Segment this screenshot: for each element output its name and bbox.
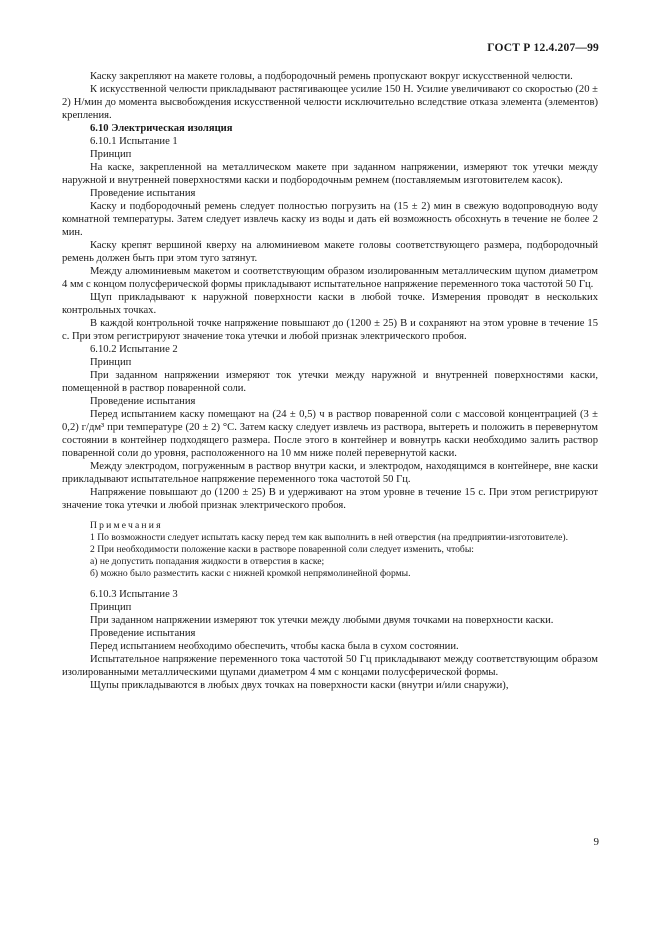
paragraph: Щуп прикладывают к наружной поверхности каски в любой точке. Измерения проводят в нескольких контрольных точках. — [62, 292, 598, 316]
paragraph: Каску крепят вершиной кверху на алюминиевом макете головы соответствующего размера, подбородочный ремень должен быть при этом туго затянут. — [62, 240, 598, 264]
notes-block — [62, 520, 598, 580]
principle-label: Принцип — [90, 602, 132, 613]
paragraph: В каждой контрольной точке напряжение повышают до (1200 ± 25) В и сохраняют на этом уровне в течение 15 с. При этом регистрируют значение тока утечки и любой признак электрического пробоя. — [62, 318, 598, 342]
subsection-heading: 6.10.3 Испытание 3 — [90, 589, 178, 600]
procedure-label: Проведение испытания — [90, 628, 196, 639]
document-header: ГОСТ Р 12.4.207—99 — [487, 42, 599, 54]
note-item: б) можно было разместить каски с нижней кромкой непрямолинейной формы. — [90, 568, 411, 579]
paragraph: Каску и подбородочный ремень следует полностью погрузить на (15 ± 2) мин в свежую водопроводную воду комнатной температуры. Затем следует извлечь каску из воды и дать ей возможность обсохнуть в течение не более 2 мин. — [62, 201, 598, 238]
procedure-label: Проведение испытания — [90, 188, 196, 199]
document-body — [62, 70, 598, 692]
subsection-heading: 6.10.1 Испытание 1 — [90, 136, 178, 147]
paragraph: При заданном напряжении измеряют ток утечки между наружной и внутренней поверхностями каски, помещенной в раствор поваренной соли. — [62, 370, 598, 394]
paragraph: Щупы прикладываются в любых двух точках на поверхности каски (внутри и/или снаружи), — [90, 680, 509, 691]
principle-label: Принцип — [90, 357, 132, 368]
paragraph: При заданном напряжении измеряют ток утечки между любыми двумя точками на поверхности каски. — [90, 615, 554, 626]
paragraph: На каске, закрепленной на металлическом макете при заданном напряжении, измеряют ток утечки между наружной и внутренней поверхностями каски и подбородочным ремнем (поставляемым изготовителем касок). — [62, 162, 598, 186]
note-item: 2 При необходимости положение каски в растворе поваренной соли следует изменить, чтобы: — [90, 544, 474, 555]
section-heading: 6.10 Электрическая изоляция — [90, 123, 233, 134]
paragraph: Перед испытанием необходимо обеспечить, чтобы каска была в сухом состоянии. — [90, 641, 459, 652]
principle-label: Принцип — [90, 149, 132, 160]
paragraph: Испытательное напряжение переменного тока частотой 50 Гц прикладывают между соответствующим образом изолированными металлическими щупами диаметром 4 мм с концами полусферической формы. — [62, 654, 598, 678]
note-item: 1 По возможности следует испытать каску перед тем как выполнить в ней отверстия (на предприятии-изготовителе). — [90, 532, 568, 543]
paragraph: Перед испытанием каску помещают на (24 ± 0,5) ч в раствор поваренной соли с массовой концентрацией (3 ± 0,2) г/дм³ при температуре (20 ± 2) °С. Затем каску следует извлечь из раствора, вытереть и положить в перевернутом состоянии в контейнер подходящего размера. После этого в контейнер и вовнутрь каски необходимо залить раствор поваренной соли до уровня, расположенного на 10 мм ниже полей перевернутой каски. — [62, 409, 598, 459]
notes-title: Примечания — [90, 520, 163, 531]
procedure-label: Проведение испытания — [90, 396, 196, 407]
note-item: а) не допустить попадания жидкости в отверстия в каске; — [90, 556, 325, 567]
paragraph: Между электродом, погруженным в раствор внутри каски, и электродом, находящимся в контейнере, вне каски прикладывают испытательное напряжение переменного тока частотой 50 Гц. — [62, 461, 598, 485]
paragraph: Между алюминиевым макетом и соответствующим образом изолированным металлическим щупом диаметром 4 мм с концом полусферической формы прикладывают испытательное напряжение переменного тока частотой 50 Гц. — [62, 266, 598, 290]
subsection-heading: 6.10.2 Испытание 2 — [90, 344, 178, 355]
paragraph: Каску закрепляют на макете головы, а подбородочный ремень пропускают вокруг искусственной челюсти. — [90, 71, 573, 82]
paragraph: К искусственной челюсти прикладывают растягивающее усилие 150 Н. Усилие увеличивают со скоростью (20 ± 2) Н/мин до момента высвобождения искусственной челюсти исключительно вследствие отказа элемента (элементов) крепления. — [62, 84, 598, 121]
paragraph: Напряжение повышают до (1200 ± 25) В и удерживают на этом уровне в течение 15 с. При этом регистрируют значение тока утечки и любой признак электрического пробоя. — [62, 487, 598, 511]
page-number: 9 — [593, 836, 599, 848]
